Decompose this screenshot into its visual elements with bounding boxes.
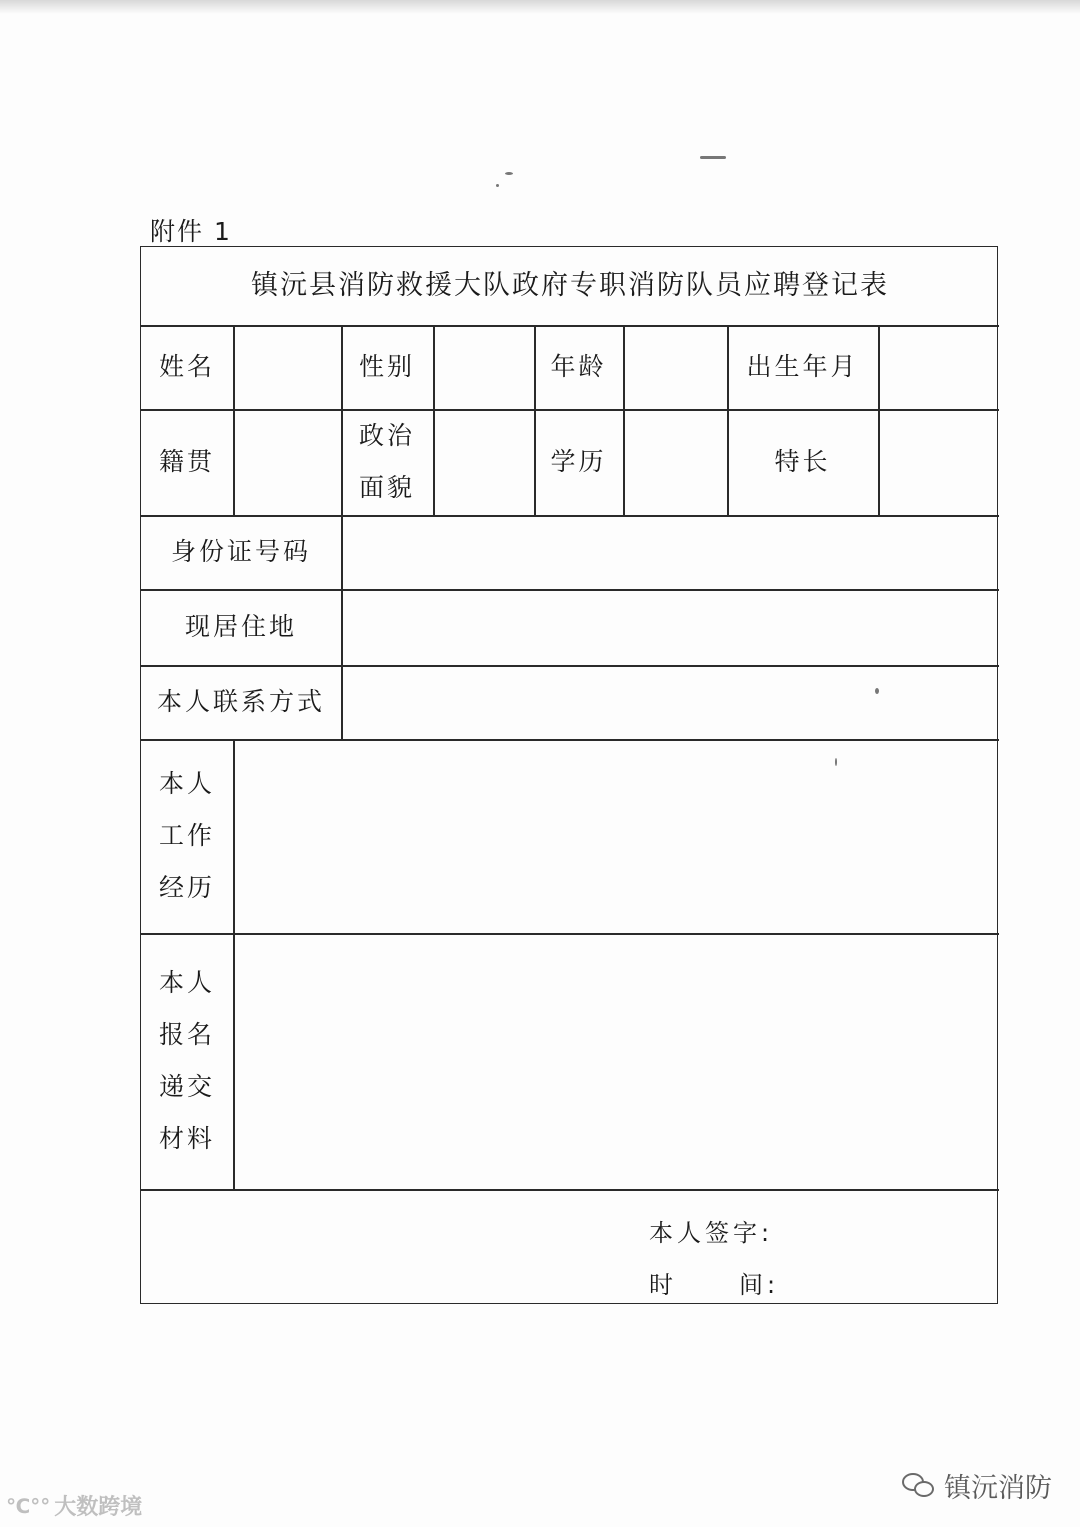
name-label: 姓名 <box>158 352 215 382</box>
materials-value-cell[interactable] <box>233 933 999 1189</box>
id-number-label: 身份证号码 <box>170 537 311 567</box>
education-value-cell[interactable] <box>623 409 727 515</box>
birth-date-value-cell[interactable] <box>878 325 999 409</box>
contact-value-cell[interactable] <box>341 665 999 739</box>
work-history-label <box>141 739 233 933</box>
watermark-left <box>6 1490 142 1521</box>
political-status-value-cell[interactable] <box>433 409 534 515</box>
gender-label: 性别 <box>358 352 415 382</box>
scan-speck <box>700 156 726 159</box>
date-label-second: 间: <box>739 1271 780 1299</box>
signature-label: 本人签字: <box>649 1219 774 1247</box>
wechat-icon <box>902 1473 936 1499</box>
age-label: 年龄 <box>550 352 607 382</box>
native-place-label: 籍贯 <box>158 447 215 477</box>
gender-value-cell[interactable] <box>433 325 534 409</box>
watermark-logo-icon: ℃°° <box>6 1493 51 1518</box>
work-history-label-line: 工作 <box>158 821 215 850</box>
native-place-value-cell[interactable] <box>233 409 341 515</box>
address-value-cell[interactable] <box>341 589 999 665</box>
watermark-left-text: 大数跨境 <box>54 1495 143 1520</box>
form-title: 镇沅县消防救援大队政府专职消防队员应聘登记表 <box>251 270 889 302</box>
work-history-value-cell[interactable] <box>233 739 999 933</box>
work-history-label-line: 本人 <box>158 769 215 798</box>
materials-label-line: 材料 <box>158 1124 215 1153</box>
political-status-label-line1: 政治 <box>358 421 415 450</box>
address-label: 现居住地 <box>184 612 297 642</box>
materials-label-line: 本人 <box>158 968 215 997</box>
materials-label <box>141 933 233 1189</box>
materials-label-line: 报名 <box>158 1020 215 1049</box>
education-label: 学历 <box>550 447 607 477</box>
row-divider <box>141 1189 999 1191</box>
work-history-label-line: 经历 <box>158 873 215 902</box>
id-number-value-cell[interactable] <box>341 515 999 589</box>
scan-speck <box>505 172 513 175</box>
registration-form-table <box>140 246 998 1304</box>
age-value-cell[interactable] <box>623 325 727 409</box>
scan-edge-shadow <box>0 0 1080 14</box>
political-status-label <box>341 409 433 515</box>
specialty-value-cell[interactable] <box>878 409 999 515</box>
scan-speck <box>496 184 499 187</box>
attachment-label: 附件 1 <box>150 217 232 246</box>
political-status-label-line2: 面貌 <box>358 473 415 502</box>
contact-label: 本人联系方式 <box>156 687 325 717</box>
birth-date-label: 出生年月 <box>746 352 859 382</box>
materials-label-line: 递交 <box>158 1072 215 1101</box>
watermark-right <box>902 1466 1052 1505</box>
name-value-cell[interactable] <box>233 325 341 409</box>
watermark-right-text: 镇沅消防 <box>944 1473 1052 1504</box>
date-label <box>649 1265 779 1300</box>
specialty-label: 特长 <box>774 447 831 477</box>
date-label-first: 时 <box>649 1271 677 1299</box>
